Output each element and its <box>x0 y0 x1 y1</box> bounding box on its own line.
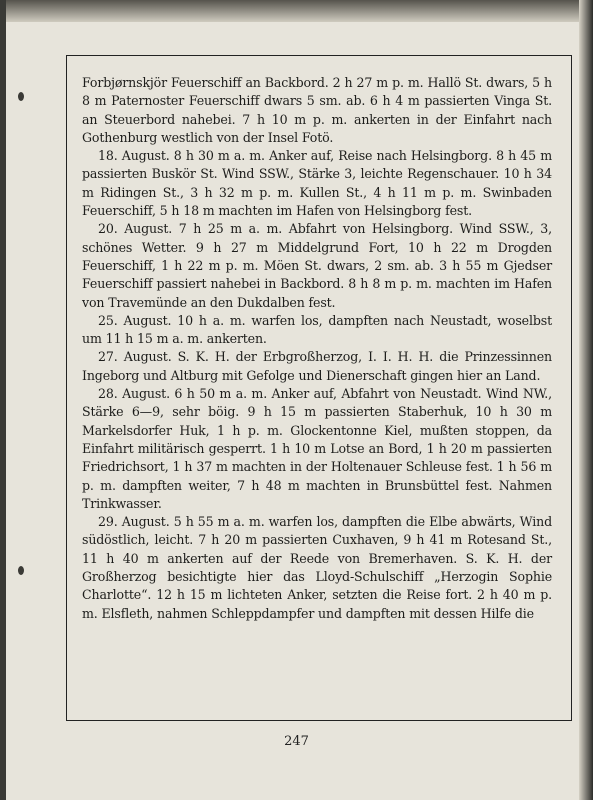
binding-hole <box>18 566 24 575</box>
paragraph: 27. August. S. K. H. der Erbgroßherzog, I. I. H. H. die Prinzessinnen Ingeborg und Altburg mit Gefolge und Dienerschaft gingen hier an Land. <box>82 349 552 383</box>
paragraph: 25. August. 10 h a. m. warfen los, dampften nach Neustadt, woselbst um 11 h 15 m a. m. ankerten. <box>82 312 552 347</box>
page-top-shadow <box>6 0 587 22</box>
paragraph: Forbjørnskjör Feuerschiff an Backbord. 2 h 27 m p. m. Hallö St. dwars, 5 h 8 m Paternoster Feuerschiff dwars 5 sm. ab. 6 h 4 m passierten Vinga St. an Steuerbord nahebei. 7 h 10 m p. m. ankerten in der Einfahrt nach Gothenburg westlich von der Insel Fotö. <box>82 75 552 145</box>
page-number: 247 <box>284 734 309 749</box>
paragraph: 20. August. 7 h 25 m a. m. Abfahrt von Helsingborg. Wind SSW., 3, schönes Wetter. 9 h 27 m Middelgrund Fort, 10 h 22 m Drogden Feuerschiff, 1 h 22 m p. m. Möen St. dwars, 2 sm. ab. 3 h 55 m Gjedser Feuerschiff passiert nahebei in Backbord. 8 h 8 m p. m. machten im Hafen von Travemünde an den Dukdalben fest. <box>82 221 552 310</box>
paragraph: 29. August. 5 h 55 m a. m. warfen los, dampften die Elbe abwärts, Wind südöstlich, leicht. 7 h 20 m passierten Cuxhaven, 9 h 41 m Rotesand St., 11 h 40 m ankerten auf der Reede von Bremerhaven. S. K. H. der Großherzog besichtigte hier das Lloyd-Schulschiff „Herzogin Sophie Charlotte“. 12 h 15 m lichteten Anker, setzten die Reise fort. 2 h 40 m p. m. Elsfleth, nahmen Schleppdampfer und dampften mit dessen Hilfe die <box>82 514 552 621</box>
paragraph: 28. August. 6 h 50 m a. m. Anker auf, Abfahrt von Neustadt. Wind NW., Stärke 6—9, sehr böig. 9 h 15 m passierten Staberhuk, 10 h 30 m Markelsdorfer Huk, 1 h p. m. Glockentonne Kiel, mußten stoppen, da Einfahrt militärisch gesperrt. 1 h 10 m Lotse an Bord, 1 h 20 m passierten Friedrichsort, 1 h 37 m machten in der Holtenauer Schleuse fest. 1 h 56 m p. m. dampften weiter, 7 h 48 m machten in Brunsbüttel fest. Nahmen Trinkwasser. <box>82 386 552 511</box>
body-text <box>82 74 552 623</box>
binding-hole <box>18 92 24 101</box>
page-spine-shadow <box>579 0 593 800</box>
paragraph: 18. August. 8 h 30 m a. m. Anker auf, Reise nach Helsingborg. 8 h 45 m passierten Buskör St. Wind SSW., Stärke 3, leichte Regenschauer. 10 h 34 m Ridingen St., 3 h 32 m p. m. Kullen St., 4 h 11 m p. m. Swinbaden Feuerschiff, 5 h 18 m machten im Hafen von Helsingborg fest. <box>82 148 552 219</box>
